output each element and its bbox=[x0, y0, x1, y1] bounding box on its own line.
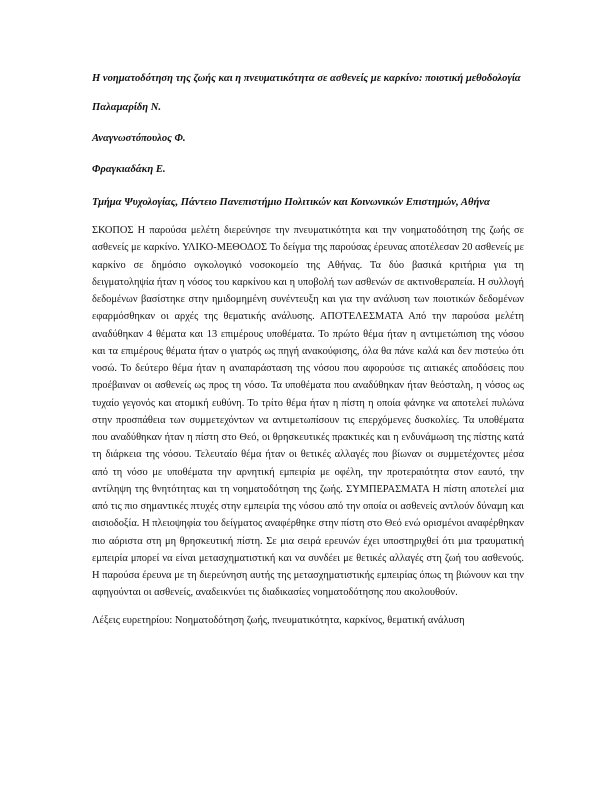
author-1: Παλαμαρίδη Ν. bbox=[92, 102, 162, 113]
abstract-body: ΣΚΟΠΟΣ Η παρούσα μελέτη διερεύνησε την πνευματικότητα και την νοηματοδότηση της ζωής σε ασθενείς με καρκίνο. ΥΛΙΚΟ-ΜΕΘΟΔΟΣ Το δείγμα της παρούσας έρευνας αποτέλεσαν 20 ασθενείς με καρκίνο σε δημόσιο ογκολογικό νοσοκομείο της Αθήνας. Τα δύο βασικά κριτήρια για τη δειγματοληψία ήταν η νόσος του καρκίνου και η υποβολή των ασθενών σε ακτινοθεραπεία. Η συλλογή δεδομένων βασίστηκε στην ημιδομημένη συνέντευξη και για την ανάλυση των ποιοτικών δεδομένων εφαρμόσθηκαν οι αρχές της θεματικής ανάλυσης. ΑΠΟΤΕΛΕΣΜΑΤΑ Από την παρούσα μελέτη αναδύθηκαν 4 θέματα και 13 επιμέρους υποθέματα. Το πρώτο θέμα ήταν η αντιμετώπιση της νόσου και τα επιμέρους θέματα ήταν ο γιατρός ως πηγή ανακούφισης, όλα θα πάνε καλά και δεν πιστεύω ότι νοσώ. Το δεύτερο θέμα ήταν η αναπαράσταση της νόσου που αφορούσε τις αιτιακές αποδόσεις που προέβαιναν οι ασθενείς ως προς τη νόσο. Τα υποθέματα που αναδύθηκαν ήταν θεόσταλη, η νόσος ως τυχαίο γεγονός και ατομική ευθύνη. Το τρίτο θέμα ήταν η πίστη η οποία φάνηκε να αποτελεί πυλώνα στην προσπάθεια των συμμετεχόντων να αντιμετωπίσουν τις επερχόμενες δυσκολίες. Τα υποθέματα που αναδύθηκαν ήταν η πίστη στο Θεό, οι θρησκευτικές πρακτικές και η ενδυνάμωση της πίστης κατά τη διάρκεια της νόσου. Τελευταίο θέμα ήταν οι θετικές αλλαγές που βίωναν οι συμμετέχοντες μέσα από τη νόσο με υποθέματα την αρνητική εμπειρία με οφέλη, την προτεραιότητα στον εαυτό, την αντίληψη της θνητότητας και τη νοηματοδότηση της ζωής. ΣΥΜΠΕΡΑΣΜΑΤΑ Η πίστη αποτελεί μια από τις πιο σημαντικές πτυχές στην εμπειρία της νόσου από την οποία οι ασθενείς αντλούν δύναμη και αισιοδοξία. Η πλειοψηφία του δείγματος αναφέρθηκε στην πίστη στο Θεό ενώ ορισμένοι αναφέρθηκαν πιο αόριστα στη μη θρησκευτική πίστη. Σε μια σειρά ερευνών έχει υποστηριχθεί ότι μια τραυματική εμπειρία μπορεί να είναι μετασχηματιστική και να συνδέει με θετικές αλλαγές στη ζωή του ασθενούς. Η παρούσα έρευνα με τη διερεύνηση αυτής της μετασχηματιστικής εμπειρίας όπως τη βιώνουν και την αφηγούνται οι ασθενείς, αναδεικνύει τις διαδικασίες νοηματοδότησης που ακολουθούν. bbox=[92, 225, 524, 599]
author-3: Φραγκιαδάκη Ε. bbox=[92, 164, 166, 175]
author-2: Αναγνωστόπουλος Φ. bbox=[92, 133, 186, 144]
affiliation: Τμήμα Ψυχολογίας, Πάντειο Πανεπιστήμιο Πολιτικών και Κοινωνικών Επιστημών, Αθήνα bbox=[92, 197, 490, 208]
document-page bbox=[92, 70, 524, 629]
document-title: Η νοηματοδότηση της ζωής και η πνευματικότητα σε ασθενείς με καρκίνο: ποιοτική μεθοδολογία bbox=[92, 73, 521, 84]
keywords-line: Λέξεις ευρετηρίου: Νοηματοδότηση ζωής, πνευματικότητα, καρκίνος, θεματική ανάλυση bbox=[92, 614, 465, 626]
